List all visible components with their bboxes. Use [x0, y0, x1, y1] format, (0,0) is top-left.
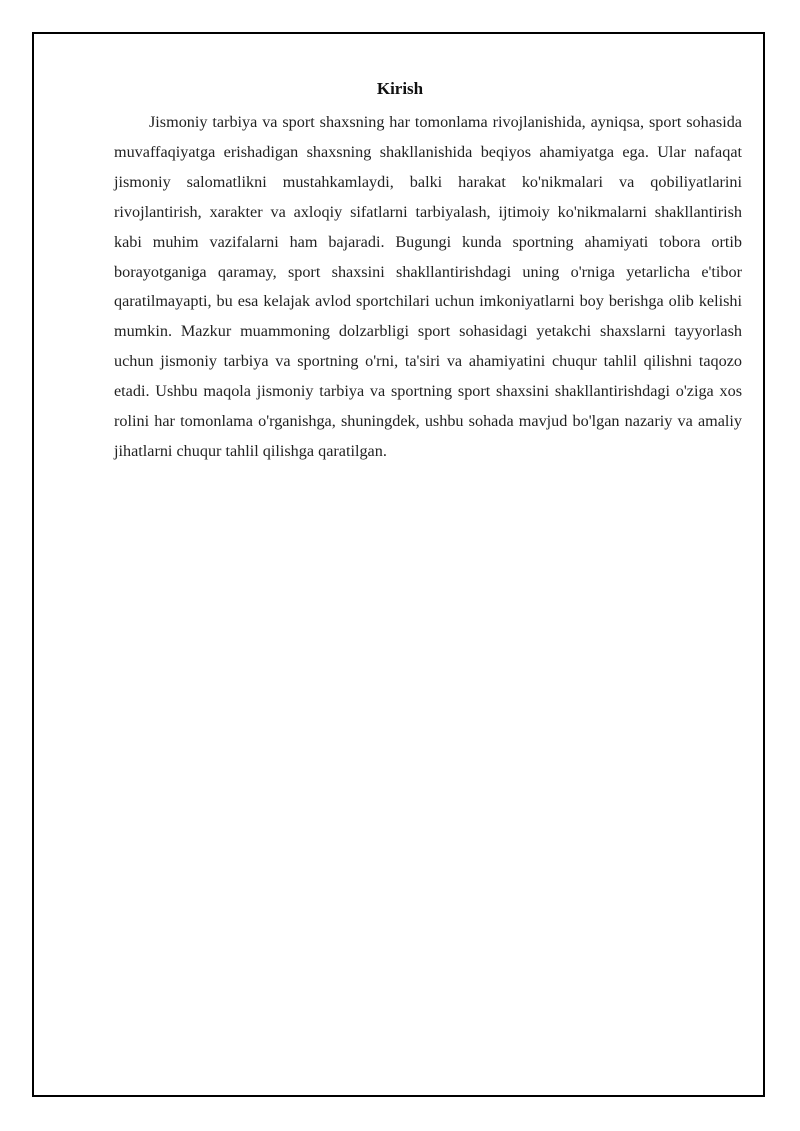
- section-heading: Kirish: [376, 79, 424, 98]
- intro-paragraph: Jismoniy tarbiya va sport shaxsning har tomonlama rivojlanishida, ayniqsa, sport sohasida muvaffaqiyatga erishadigan shaxsning shakllanishida beqiyos ahamiyatga ega. Ular nafaqat jismoniy salomatlikni mustahkamlaydi, balki harakat ko'nikmalari va qobiliyatlarini rivojlantirish, xarakter va axloqiy sifatlarni tarbiyalash, ijtimoiy ko'nikmalarni shakllantirish kabi muhim vazifalarni ham bajaradi. Bugungi kunda sportning ahamiyati tobora ortib borayotganiga qaramay, sport shaxsini shakllantirishdagi uning o'rniga yetarlicha e'tibor qaratilmayapti, bu esa kelajak avlod sportchilari uchun imkoniyatlarni boy berishga olib kelishi mumkin. Mazkur muammoning dolzarbligi sport sohasidagi yetakchi shaxslarni tayyorlash uchun jismoniy tarbiya va sportning o'rni, ta'siri va ahamiyatini chuqur tahlil qilishni taqozo etadi. Ushbu maqola jismoniy tarbiya va sportning sport shaxsini shakllantirishdagi o'ziga xos rolini har tomonlama o'rganishga, shuningdek, ushbu sohada mavjud bo'lgan nazariy va amaliy jihatlarni chuqur tahlil qilishga qaratilgan.: [114, 113, 742, 460]
